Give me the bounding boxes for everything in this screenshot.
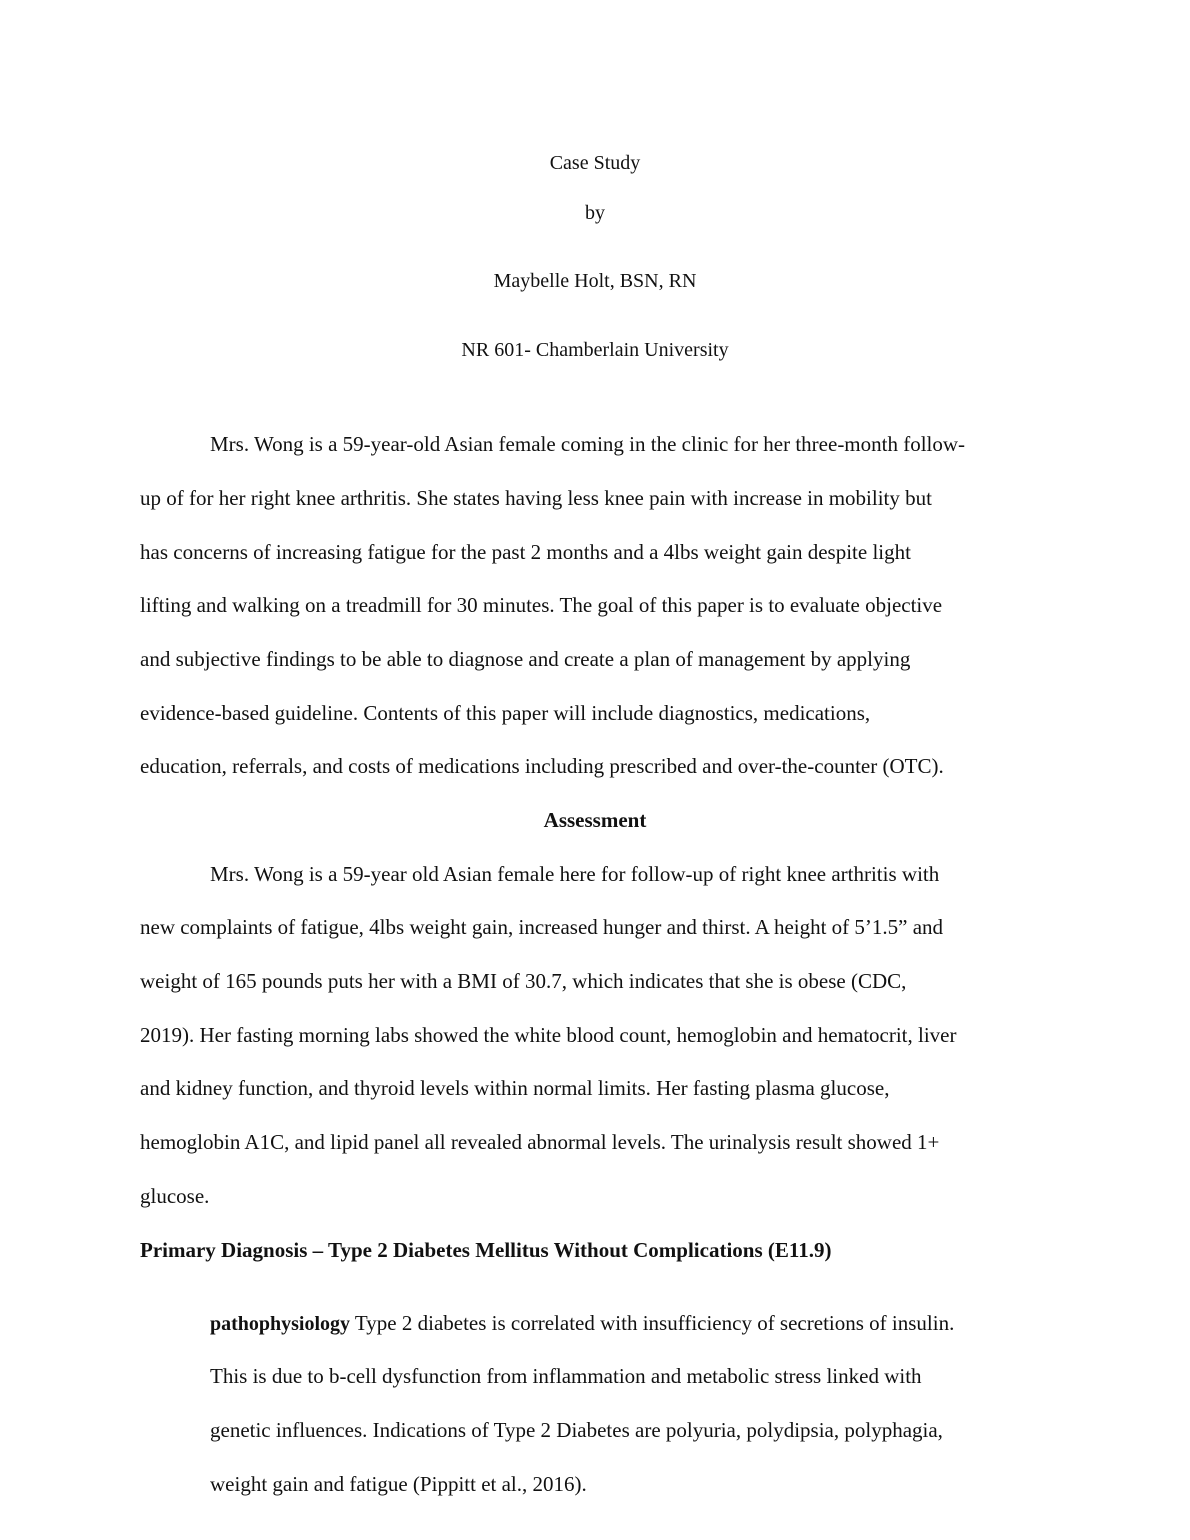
document-title: Case Study: [549, 152, 641, 174]
intro-line: education, referrals, and costs of medications including prescribed and over-the-counter (OTC).: [140, 754, 944, 778]
assessment-line: weight of 165 pounds puts her with a BMI of 30.7, which indicates that she is obese (CDC,: [140, 969, 907, 993]
assessment-line: glucose.: [140, 1184, 210, 1208]
assessment-line: and kidney function, and thyroid levels within normal limits. Her fasting plasma glucose,: [140, 1076, 890, 1100]
author-name: Maybelle Holt, BSN, RN: [493, 270, 697, 292]
pathophysiology-line: This is due to b-cell dysfunction from inflammation and metabolic stress linked with: [210, 1364, 922, 1388]
intro-line: up of for her right knee arthritis. She states having less knee pain with increase in mobility but: [140, 486, 932, 510]
pathophysiology-text: Type 2 diabetes is correlated with insufficiency of secretions of insulin.: [350, 1311, 955, 1335]
pathophysiology-line: weight gain and fatigue (Pippitt et al., 2016).: [210, 1472, 587, 1496]
pathophysiology-first-line: [210, 1308, 954, 1339]
pathophysiology-line: genetic influences. Indications of Type 2 Diabetes are polyuria, polydipsia, polyphagia,: [210, 1418, 943, 1442]
byline-by: by: [585, 202, 605, 224]
intro-line: Mrs. Wong is a 59-year-old Asian female coming in the clinic for her three-month follow-: [210, 432, 966, 456]
assessment-line: 2019). Her fasting morning labs showed the white blood count, hemoglobin and hematocrit, liver: [140, 1023, 957, 1047]
pathophysiology-label: pathophysiology: [210, 1313, 351, 1335]
assessment-line: hemoglobin A1C, and lipid panel all revealed abnormal levels. The urinalysis result showed 1+: [140, 1130, 940, 1154]
intro-line: and subjective findings to be able to diagnose and create a plan of management by applying: [140, 647, 911, 671]
intro-line: lifting and walking on a treadmill for 30 minutes. The goal of this paper is to evaluate objective: [140, 593, 943, 617]
assessment-line: new complaints of fatigue, 4lbs weight gain, increased hunger and thirst. A height of 5’1.5” and: [140, 915, 944, 939]
assessment-heading: Assessment: [543, 808, 647, 832]
primary-diagnosis-heading: Primary Diagnosis – Type 2 Diabetes Mellitus Without Complications (E11.9): [140, 1238, 832, 1262]
assessment-line: Mrs. Wong is a 59-year old Asian female here for follow-up of right knee arthritis with: [210, 862, 940, 886]
course-name: NR 601- Chamberlain University: [461, 339, 729, 361]
intro-line: evidence-based guideline. Contents of this paper will include diagnostics, medications,: [140, 701, 871, 725]
intro-line: has concerns of increasing fatigue for the past 2 months and a 4lbs weight gain despite light: [140, 540, 911, 564]
